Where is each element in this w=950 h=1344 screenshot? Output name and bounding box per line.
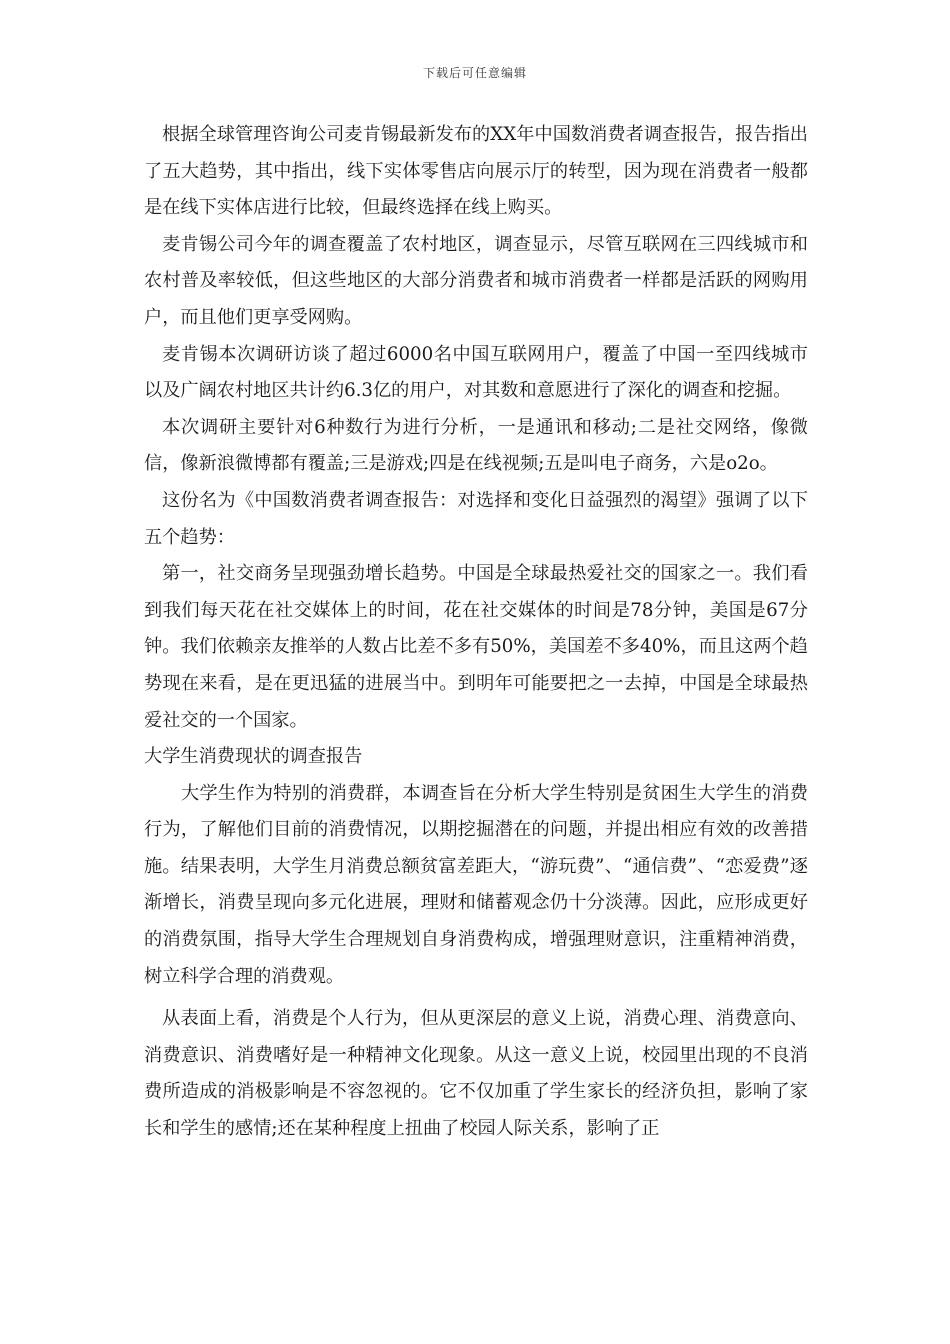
section-title: 大学生消费现状的调查报告 (144, 746, 363, 768)
paragraph-report-title: 这份名为《中国数消费者调查报告：对选择和变化日益强烈的渴望》强调了以下五个趋势： (144, 489, 808, 548)
section-abstract: 大学生作为特别的消费群，本调查旨在分析大学生特别是贫困生大学生的消费行为，了解他们目前的消费情况，以期挖掘潜在的问题，并提出相应有效的改善措施。结果表明，大学生月消费总额贫富差距大，“游玩费”、“通信费”、“恋爱费”逐渐增长，消费呈现向多元化进展，理财和储蓄观念仍十分淡薄。因此，应形成更好的消费氛围，指导大学生合理规划自身消费构成，增强理财意识，注重精神消费，树立科学合理的消费观。 (144, 782, 808, 987)
paragraph-rural-survey: 麦肯锡公司今年的调查覆盖了农村地区，调查显示，尽管互联网在三四线城市和农村普及率较低，但这些地区的大部分消费者和城市消费者一样都是活跃的网购用户，而且他们更享受网购。 (144, 233, 808, 328)
section-body: 从表面上看，消费是个人行为，但从更深层的意义上说，消费心理、消费意向、消费意识、消费嗜好是一种精神文化现象。从这一意义上说，校园里出现的不良消费所造成的消极影响是不容忽视的。它不仅加重了学生家长的经济负担，影响了家长和学生的感情;还在某种程度上扭曲了校园人际关系，影响了正 (144, 1008, 808, 1140)
paragraph-interview-scope: 麦肯锡本次调研访谈了超过6000名中国互联网用户，覆盖了中国一至四线城市以及广阔农村地区共计约6.3亿的用户，对其数和意愿进行了深化的调查和挖掘。 (144, 343, 808, 402)
paragraph-six-behaviors: 本次调研主要针对6种数行为进行分析，一是通讯和移动;二是社交网络，像微信，像新浪微博都有覆盖;三是游戏;四是在线视频;五是叫电子商务，六是o2o。 (144, 416, 808, 475)
page-header: 下载后可任意编辑 (422, 66, 527, 80)
paragraph-mckinsey-report: 根据全球管理咨询公司麦肯锡最新发布的XX年中国数消费者调查报告，报告指出了五大趋势，其中指出，线下实体零售店向展示厅的转型，因为现在消费者一般都是在线下实体店进行比较，但最终选择在线上购买。 (144, 124, 808, 219)
document-body (144, 117, 808, 1148)
paragraph-social-commerce: 第一，社交商务呈现强劲增长趋势。中国是全球最热爱社交的国家之一。我们看到我们每天花在社交媒体上的时间，花在社交媒体的时间是78分钟，美国是67分钟。我们依赖亲友推举的人数占比差不多有50%，美国差不多40%，而且这两个趋势现在来看，是在更迅猛的进展当中。到明年可能要把之一去掉，中国是全球最热爱社交的一个国家。 (144, 563, 808, 731)
